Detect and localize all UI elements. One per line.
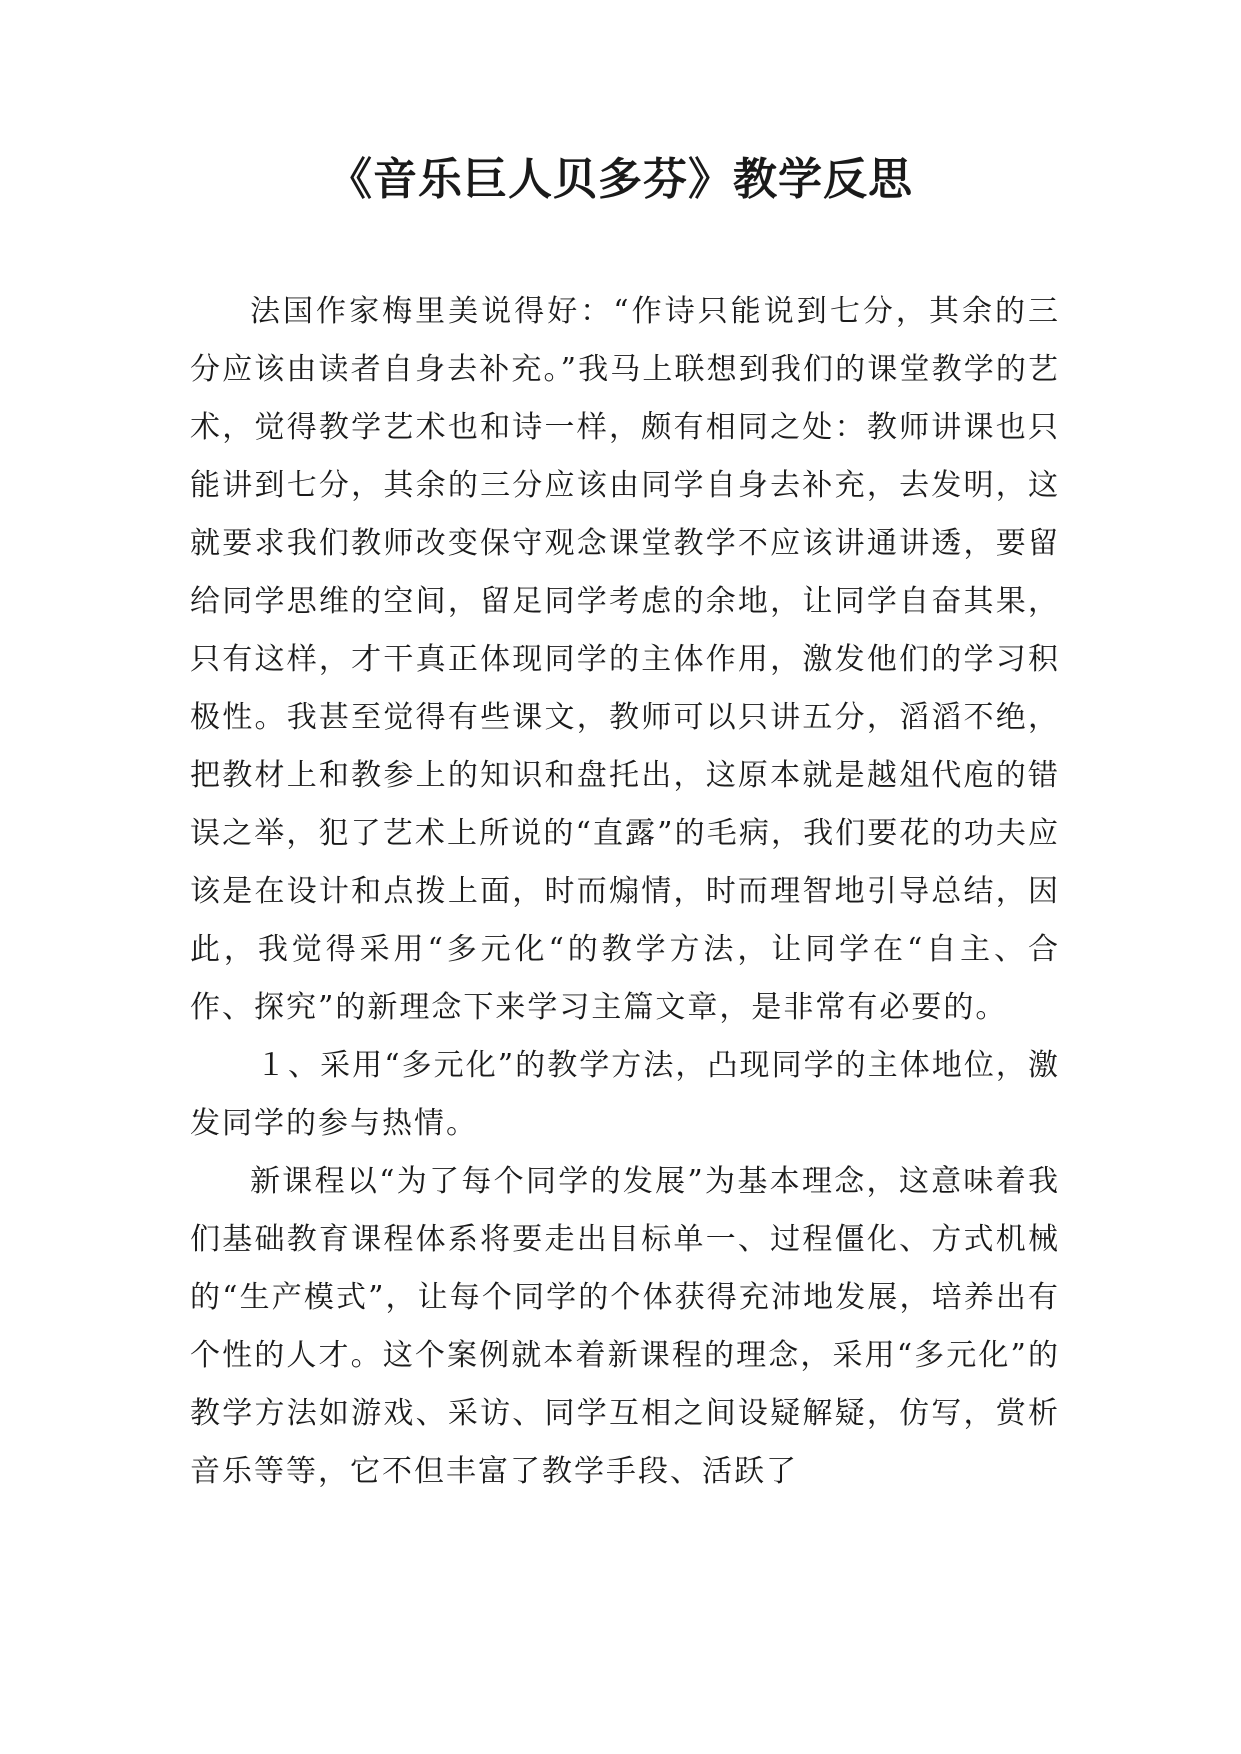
paragraph-new-curriculum: 新课程以“为了每个同学的发展”为基本理念，这意味着我们基础教育课程体系将要走出目标单一、过程僵化、方式机械的“生产模式”，让每个同学的个体获得充沛地发展，培养出有个性的人才。这个案例就本着新课程的理念，采用“多元化”的教学方法如游戏、采访、同学互相之间设疑解疑，仿写，赏析音乐等等，它不但丰富了教学手段、活跃了: [190, 1164, 1060, 1489]
document-title: 《音乐巨人贝多芬》教学反思: [328, 154, 913, 205]
document-body: [190, 283, 1060, 1501]
paragraph-point-1: １、采用“多元化”的教学方法，凸现同学的主体地位，激发同学的参与热情。: [190, 1048, 1060, 1141]
paragraph-intro: 法国作家梅里美说得好：“作诗只能说到七分，其余的三分应该由读者自身去补充。”我马上联想到我们的课堂教学的艺术，觉得教学艺术也和诗一样，颇有相同之处：教师讲课也只能讲到七分，其余的三分应该由同学自身去补充，去发明，这就要求我们教师改变保守观念课堂教学不应该讲通讲透，要留给同学思维的空间，留足同学考虑的余地，让同学自奋其果，只有这样，才干真正体现同学的主体作用，激发他们的学习积极性。我甚至觉得有些课文，教师可以只讲五分，滔滔不绝，把教材上和教参上的知识和盘托出，这原本就是越俎代庖的错误之举，犯了艺术上所说的“直露”的毛病，我们要花的功夫应该是在设计和点拨上面，时而煽情，时而理智地引导总结，因此，我觉得采用“多元化“的教学方法，让同学在“自主、合作、探究”的新理念下来学习主篇文章，是非常有必要的。: [190, 294, 1060, 1025]
